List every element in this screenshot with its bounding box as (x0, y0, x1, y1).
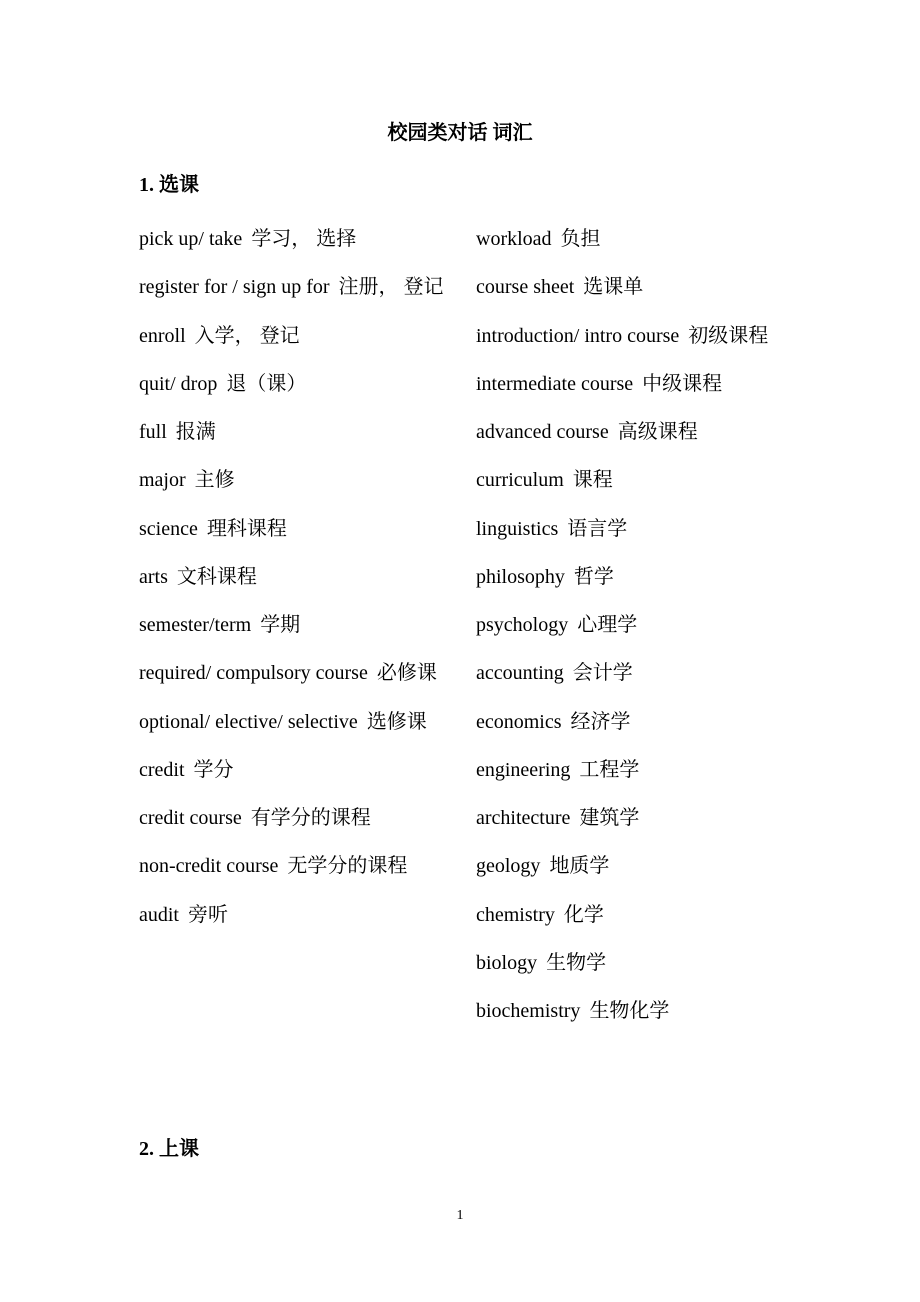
vocab-chinese: 生物化学 (589, 1000, 670, 1022)
vocab-english: science (139, 517, 198, 540)
vocab-english: psychology (476, 614, 569, 636)
vocab-entry (139, 649, 457, 697)
vocab-chinese: 生物学 (546, 951, 607, 974)
vocab-english: economics (476, 710, 562, 733)
vocab-chinese: 学分 (193, 758, 234, 781)
vocab-chinese: 理科课程 (206, 517, 287, 540)
vocab-english: full (139, 421, 167, 443)
vocab-entry (476, 408, 784, 456)
vocab-english: register for / sign up for (139, 276, 330, 299)
vocab-chinese: 工程学 (579, 758, 640, 781)
vocab-chinese: 有学分的课程 (250, 807, 371, 829)
page-title: 校园类对话 词汇 (387, 122, 533, 144)
vocab-english: enroll (139, 324, 186, 347)
vocab-entry (476, 312, 784, 360)
vocab-english: introduction/ intro course (476, 324, 680, 347)
vocab-chinese: 经济学 (570, 710, 631, 733)
vocab-entry (476, 842, 784, 890)
vocab-english: audit (139, 903, 179, 926)
vocab-entry (476, 553, 784, 601)
vocab-english: optional/ elective/ selective (139, 710, 358, 733)
vocab-english: linguistics (476, 517, 559, 540)
vocab-english: advanced course (476, 421, 609, 443)
vocab-entry (476, 456, 784, 504)
vocab-entry (476, 215, 784, 263)
vocab-entry (139, 698, 457, 746)
vocab-entry (139, 891, 457, 939)
vocab-english: accounting (476, 662, 564, 685)
vocab-english: intermediate course (476, 372, 634, 395)
vocab-entry (476, 891, 784, 939)
vocab-chinese: 地质学 (549, 855, 610, 878)
vocab-chinese: 课程 (572, 469, 613, 492)
vocab-entry (139, 553, 457, 601)
vocab-english: course sheet (476, 276, 575, 299)
vocab-chinese: 文科课程 (176, 565, 257, 588)
vocab-chinese: 报满 (175, 421, 216, 443)
vocab-chinese: 语言学 (567, 517, 628, 540)
vocab-chinese: 初级课程 (688, 324, 769, 347)
vocab-chinese: 建筑学 (579, 807, 640, 829)
vocab-english: curriculum (476, 469, 564, 492)
vocab-english: biochemistry (476, 1000, 581, 1022)
vocab-english: biology (476, 951, 538, 974)
vocab-chinese: 化学 (563, 903, 604, 926)
vocab-entry (476, 987, 784, 1035)
vocab-english: philosophy (476, 565, 565, 588)
vocab-english: non-credit course (139, 855, 279, 878)
vocab-chinese: 中级课程 (642, 372, 723, 395)
vocab-english: arts (139, 565, 168, 588)
vocab-chinese: 哲学 (573, 565, 614, 588)
vocab-entry (476, 649, 784, 697)
vocab-chinese: 选课单 (583, 276, 644, 299)
vocab-entry (139, 215, 457, 263)
page-number: 1 (456, 1208, 464, 1223)
vocab-entry (139, 408, 457, 456)
vocab-english: architecture (476, 807, 571, 829)
vocab-chinese: 会计学 (572, 662, 633, 685)
section-heading-attending-class: 2. 上课 (139, 1138, 199, 1160)
vocab-english: geology (476, 855, 541, 878)
vocab-entry (139, 601, 457, 649)
vocab-english: workload (476, 228, 552, 250)
vocab-entry (476, 794, 784, 842)
vocab-chinese: 选修课 (366, 710, 427, 733)
vocab-chinese: 学习， 选择 (251, 228, 357, 250)
vocab-english: required/ compulsory course (139, 662, 368, 685)
vocab-entry (139, 312, 457, 360)
vocab-english: semester/term (139, 614, 252, 636)
vocab-chinese: 退（课） (226, 372, 307, 395)
vocab-english: chemistry (476, 903, 555, 926)
vocab-entry (476, 263, 784, 311)
vocab-entry (139, 505, 457, 553)
vocab-chinese: 负担 (560, 228, 601, 250)
vocab-entry (476, 601, 784, 649)
vocab-column-right (476, 215, 784, 1035)
vocab-chinese: 高级课程 (617, 421, 698, 443)
vocab-column-left (139, 215, 457, 939)
vocab-entry (476, 746, 784, 794)
vocab-entry (139, 746, 457, 794)
vocab-chinese: 主修 (194, 469, 235, 492)
vocab-entry (139, 263, 457, 311)
vocab-entry (139, 842, 457, 890)
section-heading-course-selection: 1. 选课 (139, 174, 199, 196)
vocab-entry (139, 456, 457, 504)
vocab-chinese: 心理学 (577, 614, 638, 636)
vocab-english: engineering (476, 758, 571, 781)
vocab-entry (476, 360, 784, 408)
vocab-entry (476, 939, 784, 987)
vocab-english: major (139, 469, 186, 492)
vocab-entry (476, 505, 784, 553)
vocab-entry (476, 698, 784, 746)
vocab-english: quit/ drop (139, 372, 218, 395)
vocab-chinese: 旁听 (188, 903, 228, 926)
vocab-chinese: 注册， 登记 (338, 276, 444, 299)
vocab-chinese: 必修课 (376, 662, 437, 685)
vocab-english: credit course (139, 807, 242, 829)
vocab-chinese: 学期 (260, 614, 301, 636)
vocab-chinese: 入学， 登记 (194, 324, 300, 347)
vocab-english: credit (139, 758, 185, 781)
vocab-english: pick up/ take (139, 228, 243, 250)
vocab-chinese: 无学分的课程 (287, 855, 408, 878)
vocab-entry (139, 360, 457, 408)
vocab-entry (139, 794, 457, 842)
